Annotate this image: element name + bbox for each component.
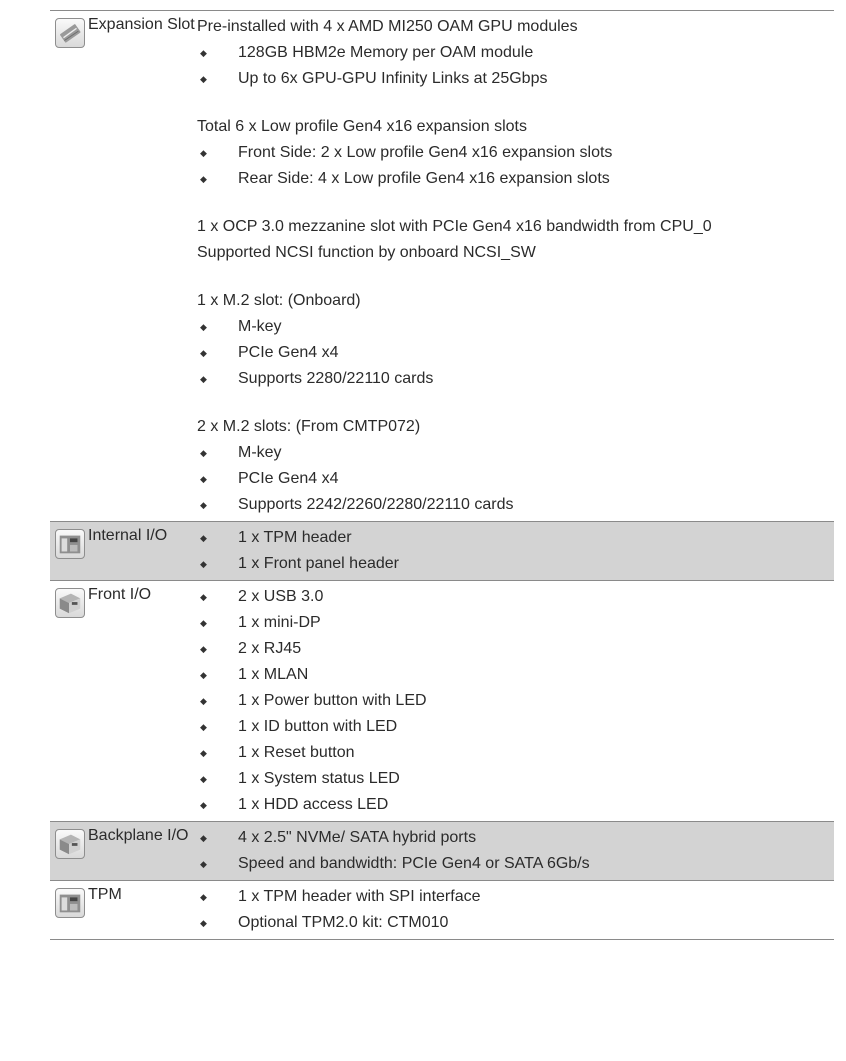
list-item: ◆ 2 x USB 3.0 [197,584,834,610]
list-item: ◆ PCIe Gen4 x4 [197,340,834,366]
spec-row-internal-io [50,522,834,581]
spec-row-backplane-io [50,822,834,881]
row-label: Internal I/O [88,527,168,544]
paragraph: 1 x M.2 slot: (Onboard) [197,292,361,309]
list-item: ◆ 1 x TPM header with SPI interface [197,884,834,910]
bullet-list [197,440,834,518]
list-item: ◆ 1 x MLAN [197,662,834,688]
backplane-io-icon [55,829,85,859]
row-label: TPM [88,886,122,903]
bullet-list [197,140,834,192]
list-item: ◆ 1 x ID button with LED [197,714,834,740]
paragraph: Supported NCSI function by onboard NCSI_SW [197,244,536,261]
paragraph: Total 6 x Low profile Gen4 x16 expansion slots [197,118,527,135]
row-label: Backplane I/O [88,827,189,844]
spec-row-expansion-slot [50,11,834,522]
row-label: Expansion Slot [88,16,195,33]
spec-row-front-io [50,581,834,822]
list-item: ◆ Up to 6x GPU-GPU Infinity Links at 25Gbps [197,66,834,92]
bullet-list [197,584,834,818]
list-item: ◆ M-key [197,314,834,340]
list-item: ◆ Optional TPM2.0 kit: CTM010 [197,910,834,936]
list-item: ◆ Supports 2242/2260/2280/22110 cards [197,492,834,518]
paragraph: 1 x OCP 3.0 mezzanine slot with PCIe Gen4 x16 bandwidth from CPU_0 [197,218,712,235]
list-item: ◆ 2 x RJ45 [197,636,834,662]
list-item: ◆ 1 x System status LED [197,766,834,792]
paragraph: Pre-installed with 4 x AMD MI250 OAM GPU modules [197,18,578,35]
list-item: ◆ Rear Side: 4 x Low profile Gen4 x16 expansion slots [197,166,834,192]
list-item: ◆ Speed and bandwidth: PCIe Gen4 or SATA 6Gb/s [197,851,834,877]
spec-table [50,10,834,940]
list-item: ◆ 1 x Reset button [197,740,834,766]
tpm-icon [55,888,85,918]
list-item: ◆ 1 x Power button with LED [197,688,834,714]
spec-row-tpm [50,881,834,940]
list-item: ◆ 1 x TPM header [197,525,834,551]
list-item: ◆ 4 x 2.5" NVMe/ SATA hybrid ports [197,825,834,851]
expansion-card-icon [55,18,85,48]
list-item: ◆ 1 x HDD access LED [197,792,834,818]
bullet-list [197,525,834,577]
internal-io-icon [55,529,85,559]
bullet-list [197,884,834,936]
list-item: ◆ 1 x Front panel header [197,551,834,577]
bullet-list [197,40,834,92]
bullet-list [197,825,834,877]
list-item: ◆ 1 x mini-DP [197,610,834,636]
list-item: ◆ Front Side: 2 x Low profile Gen4 x16 expansion slots [197,140,834,166]
paragraph: 2 x M.2 slots: (From CMTP072) [197,418,421,435]
bullet-list [197,314,834,392]
front-io-icon [55,588,85,618]
list-item: ◆ M-key [197,440,834,466]
list-item: ◆ Supports 2280/22110 cards [197,366,834,392]
list-item: ◆ 128GB HBM2e Memory per OAM module [197,40,834,66]
row-label: Front I/O [88,586,152,603]
list-item: ◆ PCIe Gen4 x4 [197,466,834,492]
